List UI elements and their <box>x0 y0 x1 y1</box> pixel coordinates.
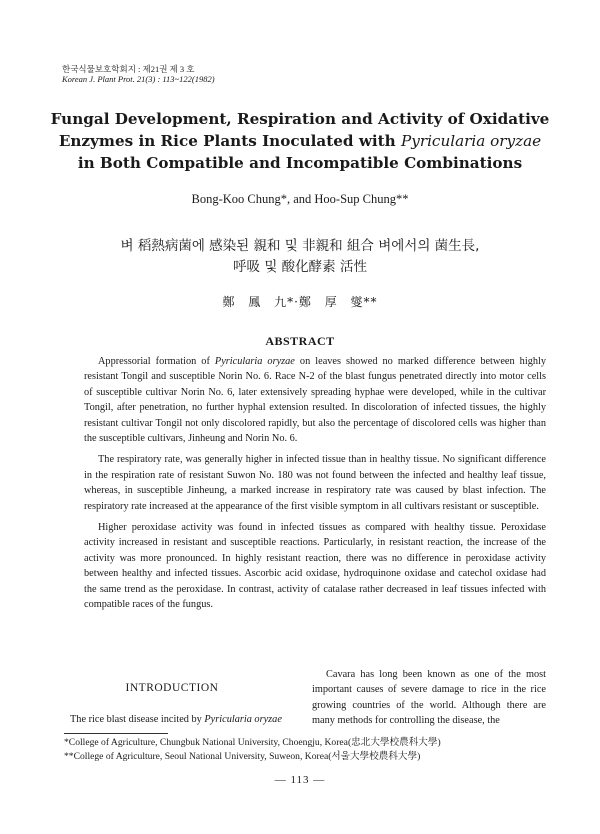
intro-left-species: Pyricularia oryzae <box>204 714 282 725</box>
abstract-p1-start: Appressorial formation of <box>98 356 215 367</box>
abstract-paragraph-1 <box>84 354 546 446</box>
korean-title-line-1: 벼 稻熱病菌에 感染된 親和 및 非親和 組合 벼에서의 菌生長, <box>120 238 480 254</box>
authors: Bong-Koo Chung*, and Hoo-Sup Chung** <box>191 192 409 206</box>
footnotes <box>64 736 554 763</box>
abstract-heading: ABSTRACT <box>265 334 335 348</box>
title-line-2-text: Enzymes in Rice Plants Inoculated with <box>58 132 402 150</box>
title-line-3: in Both Compatible and Incompatible Combinations <box>77 154 523 172</box>
footnote-rule <box>64 733 168 734</box>
introduction-left-text <box>64 712 294 727</box>
abstract-p1-species: Pyricularia oryzae <box>214 356 295 367</box>
korean-title-line-2: 呼吸 및 酸化酵素 活性 <box>233 259 367 275</box>
footnote-1: *College of Agriculture, Chungbuk National University, Choengju, Korea(忠北大學校農科大學) <box>64 737 441 748</box>
abstract-paragraph-3: Higher peroxidase activity was found in infected tissues as compared with healthy tissue. Peroxidase activity increased in resistant and susceptible reactions. Particularly, in resistant reaction, the increase of the activity was more pronounced. In highly resistant reaction, there was no difference in peroxidase activity between healthy and infected tissues. Ascorbic acid oxidase, hydroquinone oxidase and catechol oxidase had the same trend as the peroxidase. In contrast, activity of catalase rather decreased in leaf tissues infected with compatible races of the fungus. <box>84 522 546 611</box>
introduction-heading: INTRODUCTION <box>125 682 219 694</box>
abstract-paragraph-2: The respiratory rate, was generally higher in infected tissue than in healthy tissue. No significant difference in the respiration rate of resistant Suwon No. 180 was not found between the infected and healthy leaf tissue, whereas, in susceptible Jinheung, a marked increase in respiratory rate was caused by blast infection. The respiratory rate increased at the appearance of the first visible symptom in all cultivars resistant or susceptible. <box>84 454 546 512</box>
korean-authors: 鄭 鳳 九*·鄭 厚 燮** <box>222 295 378 309</box>
paper-title <box>40 108 560 174</box>
journal-english: Korean J. Plant Prot. 21(3) : 113~122(1982) <box>62 74 215 84</box>
korean-title <box>0 236 600 278</box>
page-number: — 113 — <box>274 774 326 786</box>
introduction-right-text: Cavara has long been known as one of the most important causes of severe damage to rice in the rice growing countries of the world. Although there are many methods for controlling the disease, the <box>312 669 546 726</box>
title-line-2 <box>40 130 560 152</box>
journal-korean: 한국식물보호학회지 : 제21권 제 3 호 <box>62 64 195 74</box>
title-species: Pyricularia oryzae <box>401 132 542 150</box>
abstract-body <box>84 354 546 619</box>
intro-left-start: The rice blast disease incited by <box>70 714 205 725</box>
journal-citation <box>62 64 215 84</box>
footnote-2: **College of Agriculture, Seoul National University, Suweon, Korea(서울大學校農科大學) <box>64 750 421 762</box>
abstract-p1-rest: on leaves showed no marked difference between highly resistant Tongil and susceptible Norin No. 6. Race N-2 of the blast fungus penetrated directly into motor cells of susceptible cultivar Norin No. 6, later extensively spreading hyphae were developed, while in the cultivar Tongil, after penetration, no further hyphal extension resulted. In discoloration of infected tissues, the highly resistant cultivar Tongil not only discolored rapidly, but also the percentage of discolored cells was higher than the susceptible cultivars, Jinheung and Norin No. 6. <box>84 356 546 445</box>
title-line-1: Fungal Development, Respiration and Activity of Oxidative <box>50 110 550 128</box>
